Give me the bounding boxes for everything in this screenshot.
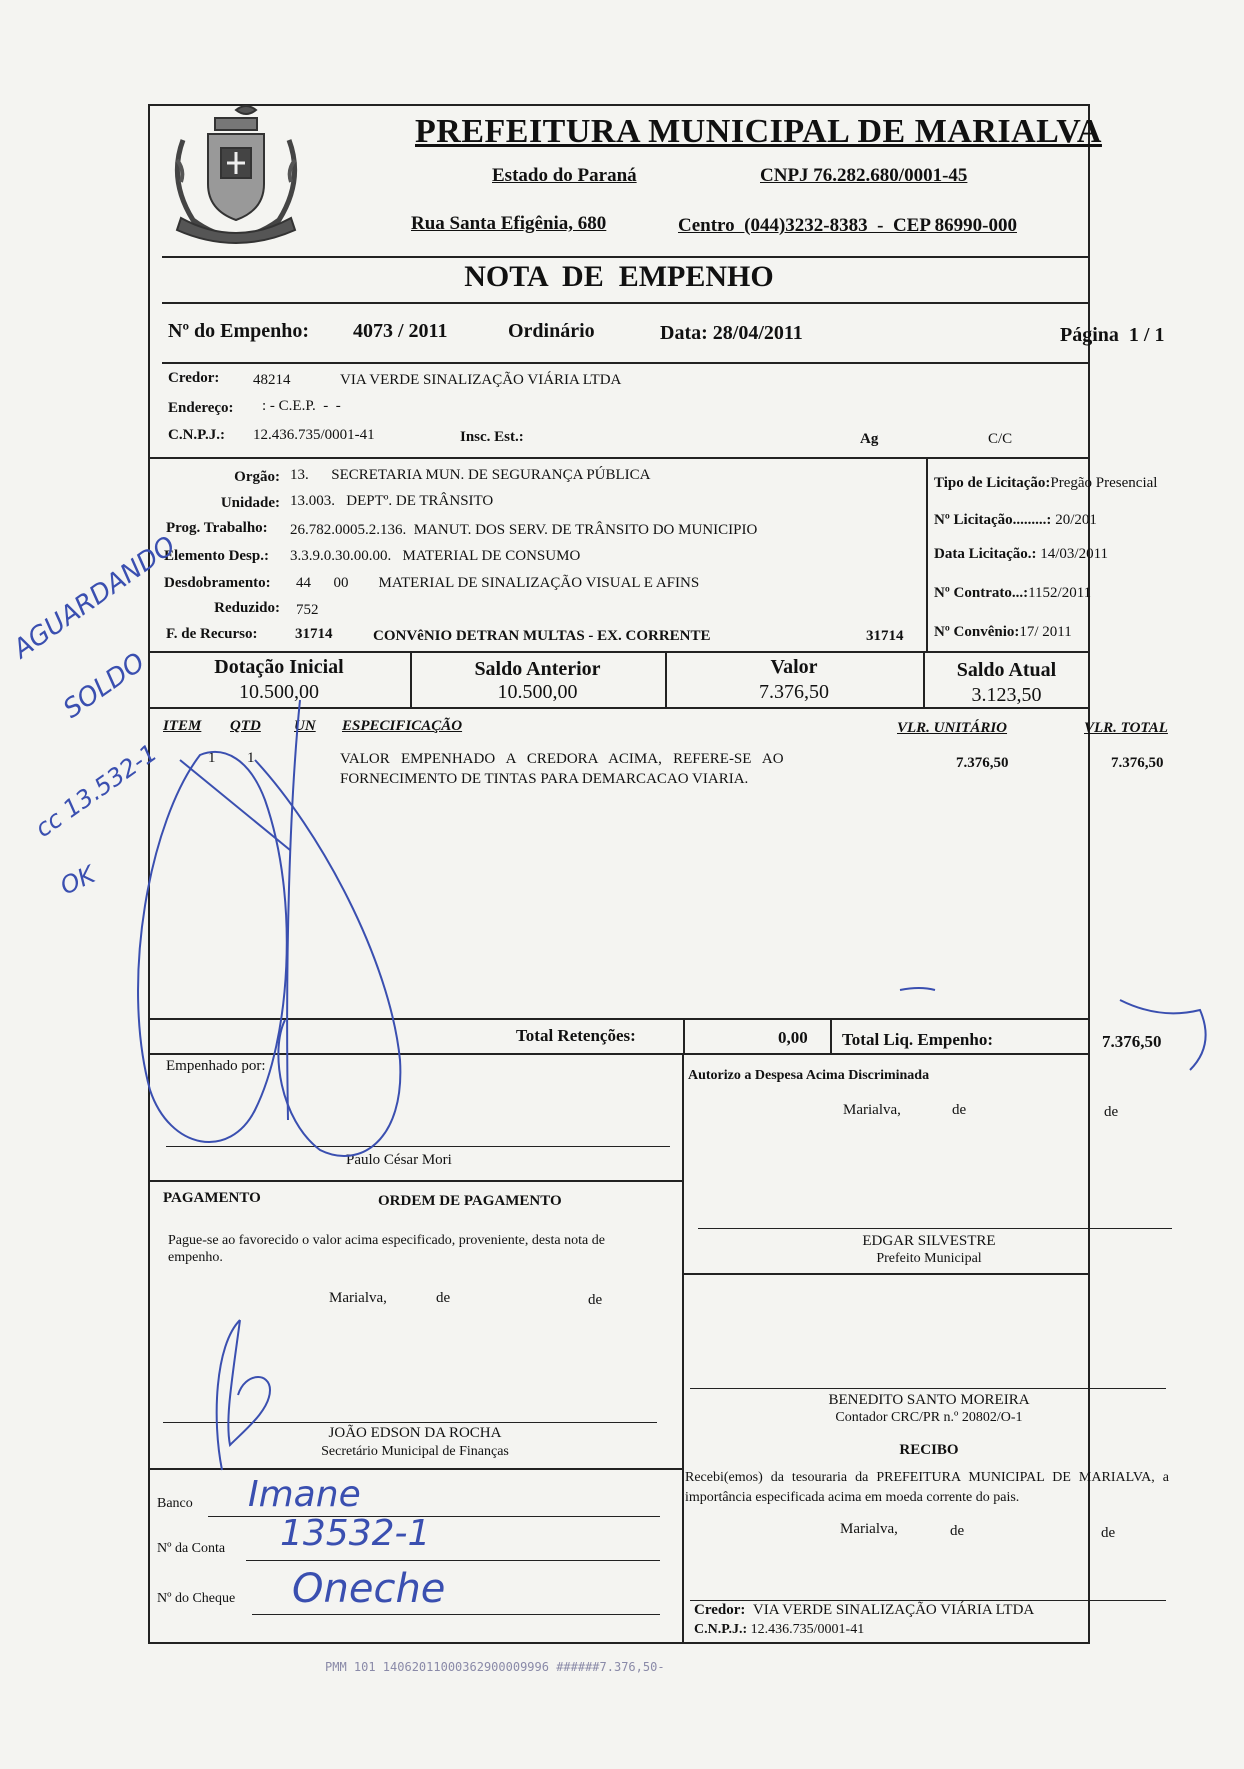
header-address: Rua Santa Efigênia, 680 — [411, 213, 607, 234]
pagamento-de2: de — [588, 1292, 603, 1308]
secretario-cargo: Secretário Municipal de Finanças — [321, 1444, 509, 1459]
prog-label: Prog. Trabalho: — [166, 520, 268, 536]
numero-contrato: Nº Contrato...:1152/2011 — [934, 585, 1092, 601]
margin-note-1: AGUARDANDO — [8, 530, 182, 665]
pagamento-local: Marialva, — [329, 1290, 387, 1306]
header-cnpj: CNPJ 76.282.680/0001-45 — [760, 165, 968, 186]
pagamento-de1: de — [436, 1290, 451, 1306]
recurso-label: F. de Recurso: — [166, 626, 258, 642]
margin-note-3: cc 13.532-1 — [30, 738, 163, 843]
empenho-page: Página 1 / 1 — [1060, 324, 1165, 346]
elemento-label: Elemento Desp.: — [164, 548, 269, 564]
item-unit-price: 7.376,50 — [956, 755, 1009, 771]
tipo-licitacao: Tipo de Licitação:Pregão Presencial — [934, 475, 1158, 491]
atual-label: Saldo Atual — [956, 659, 1057, 681]
empenhado-label: Empenhado por: — [166, 1058, 266, 1074]
conta-label: Nº da Conta — [157, 1541, 226, 1556]
contador-cargo: Contador CRC/PR n.º 20802/O-1 — [835, 1410, 1023, 1425]
recibo-de2: de — [1101, 1525, 1116, 1541]
col-unit: VLR. UNITÁRIO — [897, 720, 1008, 736]
conta-value: 13532-1 — [280, 1513, 431, 1554]
secretario-nome: JOÃO EDSON DA ROCHA — [328, 1425, 502, 1441]
empenho-date: Data: 28/04/2011 — [660, 322, 803, 344]
data-licitacao: Data Licitação.: 14/03/2011 — [934, 546, 1109, 562]
liquido-value: 7.376,50 — [1102, 1032, 1162, 1051]
footer-code: PMM 101 14062011000362900009996 ######7.376,50- — [325, 1660, 665, 1674]
item-total-price: 7.376,50 — [1111, 755, 1164, 771]
recibo-cnpj: C.N.P.J.: 12.436.735/0001-41 — [694, 1622, 865, 1637]
pagamento-label: PAGAMENTO — [163, 1190, 261, 1206]
item-spec-line2: FORNECIMENTO DE TINTAS PARA DEMARCACAO VIARIA. — [340, 771, 749, 787]
elemento-value: 3.3.9.0.30.00.00. MATERIAL DE CONSUMO — [290, 548, 581, 564]
recurso-code2: 31714 — [866, 628, 904, 644]
margin-note-2: SOLDO — [58, 647, 151, 725]
anterior-value: 10.500,00 — [497, 681, 578, 703]
credor-label: Credor: — [168, 370, 220, 386]
header-title: PREFEITURA MUNICIPAL DE MARIALVA — [415, 113, 1102, 150]
recurso-value: 31714 — [295, 626, 333, 642]
cc-label: C/C — [988, 431, 1013, 447]
numero-licitacao: Nº Licitação.........: 20/201 — [934, 512, 1097, 528]
autorizo-local: Marialva, — [843, 1102, 901, 1118]
recibo-de1: de — [950, 1523, 965, 1539]
header-contact: Centro (044)3232-8383 - CEP 86990-000 — [678, 215, 1017, 236]
dotacao-label: Dotação Inicial — [214, 656, 344, 678]
desdobramento-label: Desdobramento: — [164, 575, 271, 591]
col-qtd: QTD — [230, 718, 261, 734]
col-spec: ESPECIFICAÇÃO — [342, 718, 463, 734]
insc-label: Insc. Est.: — [460, 429, 524, 445]
credor-code: 48214 — [253, 372, 291, 388]
endereco-value: : - C.E.P. - - — [262, 398, 341, 414]
dotacao-value: 10.500,00 — [239, 681, 319, 703]
liquido-label: Total Liq. Empenho: — [842, 1030, 993, 1049]
empenho-type: Ordinário — [508, 320, 595, 342]
ag-label: Ag — [860, 431, 879, 447]
desdobramento-value: 44 00 MATERIAL DE SINALIZAÇÃO VISUAL E AFINS — [296, 575, 700, 591]
contador-nome: BENEDITO SANTO MOREIRA — [828, 1392, 1030, 1408]
autorizo-de1: de — [952, 1102, 967, 1118]
prog-value: 26.782.0005.2.136. MANUT. DOS SERV. DE TRÂNSITO DO MUNICIPIO — [290, 522, 758, 538]
autorizo-label: Autorizo a Despesa Acima Discriminada — [688, 1068, 930, 1083]
col-un: UN — [294, 718, 316, 734]
margin-note-4: OK — [56, 860, 100, 901]
ordem-pagamento: ORDEM DE PAGAMENTO — [378, 1193, 562, 1209]
banco-label: Banco — [157, 1496, 193, 1511]
col-total: VLR. TOTAL — [1084, 720, 1168, 736]
cnpj-label: C.N.P.J.: — [168, 427, 225, 443]
endereco-label: Endereço: — [168, 400, 234, 416]
item-number: 1 — [208, 750, 216, 766]
pagamento-texto: Pague-se ao favorecido o valor acima especificado, proveniente, desta nota de empenho. — [168, 1233, 605, 1265]
empenhado-nome: Paulo César Mori — [346, 1152, 452, 1168]
recibo-credor: Credor: VIA VERDE SINALIZAÇÃO VIÁRIA LTDA — [694, 1602, 1035, 1618]
cheque-label: Nº do Cheque — [157, 1591, 236, 1606]
empenho-number-label: Nº do Empenho: — [168, 320, 310, 342]
doc-title: NOTA DE EMPENHO — [464, 260, 774, 293]
item-qtd: 1 — [247, 750, 255, 766]
reduzido-value: 752 — [296, 602, 319, 618]
reduzido-label: Reduzido: — [214, 600, 280, 616]
prefeito-nome: EDGAR SILVESTRE — [862, 1233, 996, 1249]
unidade-label: Unidade: — [220, 495, 280, 511]
cheque-value: Oneche — [292, 1566, 446, 1612]
retencoes-value: 0,00 — [778, 1028, 808, 1047]
recibo-label: RECIBO — [899, 1442, 959, 1458]
atual-value: 3.123,50 — [971, 684, 1042, 706]
item-spec-line1: VALOR EMPENHADO A CREDORA ACIMA, REFERE-SE AO — [340, 751, 784, 767]
prefeito-cargo: Prefeito Municipal — [876, 1251, 982, 1266]
orgao-label: Orgão: — [234, 469, 280, 485]
banco-value: Imane — [248, 1474, 361, 1515]
anterior-label: Saldo Anterior — [474, 658, 601, 680]
valor-label: Valor — [770, 656, 818, 678]
retencoes-label: Total Retenções: — [516, 1026, 636, 1045]
cnpj-value: 12.436.735/0001-41 — [253, 427, 375, 443]
empenho-number: 4073 / 2011 — [353, 320, 448, 342]
recibo-local: Marialva, — [840, 1521, 898, 1537]
valor-value: 7.376,50 — [759, 681, 829, 703]
recurso-desc: CONVêNIO DETRAN MULTAS - EX. CORRENTE — [373, 628, 711, 644]
header-state: Estado do Paraná — [492, 165, 637, 186]
credor-name: VIA VERDE SINALIZAÇÃO VIÁRIA LTDA — [340, 372, 622, 388]
orgao-value: 13. SECRETARIA MUN. DE SEGURANÇA PÚBLICA — [290, 467, 651, 483]
col-item: ITEM — [163, 718, 202, 734]
autorizo-de2: de — [1104, 1104, 1119, 1120]
numero-convenio: Nº Convênio:17/ 2011 — [934, 624, 1072, 640]
unidade-value: 13.003. DEPTº. DE TRÂNSITO — [290, 493, 494, 509]
recibo-texto: Recebi(emos) da tesouraria da PREFEITURA MUNICIPAL DE MARIALVA, a importância especificada acima em moeda corrente do pais. — [685, 1470, 1169, 1505]
